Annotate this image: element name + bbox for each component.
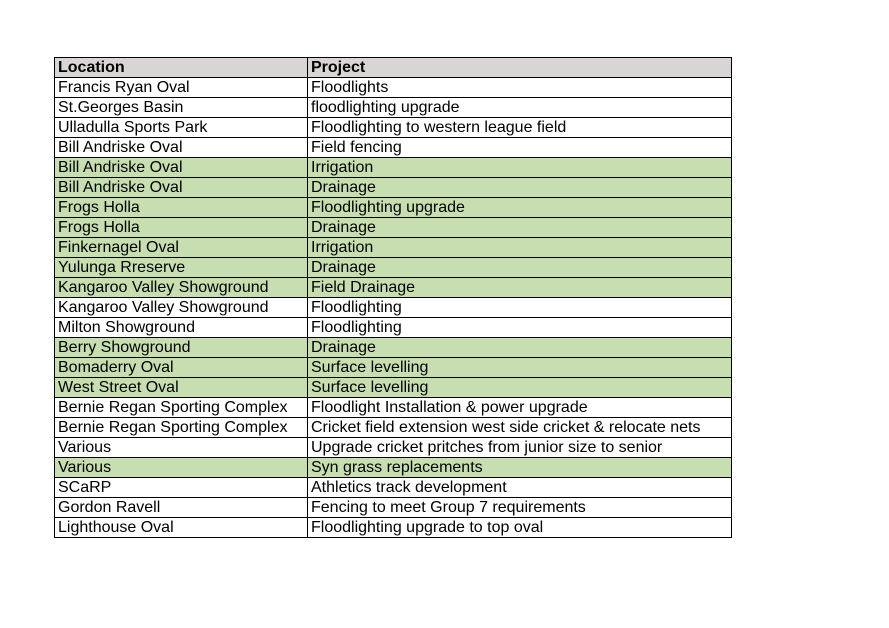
project-cell: Floodlighting (308, 298, 732, 318)
location-cell: Kangaroo Valley Showground (55, 298, 308, 318)
table-row (55, 498, 732, 518)
project-cell: floodlighting upgrade (308, 98, 732, 118)
project-cell: Floodlight Installation & power upgrade (308, 398, 732, 418)
table-row (55, 378, 732, 398)
project-cell: Fencing to meet Group 7 requirements (308, 498, 732, 518)
table-row (55, 198, 732, 218)
table-row (55, 298, 732, 318)
location-cell: Frogs Holla (55, 218, 308, 238)
project-cell: Floodlighting upgrade (308, 198, 732, 218)
column-header-project: Project (308, 58, 732, 78)
location-cell: St.Georges Basin (55, 98, 308, 118)
project-cell: Surface levelling (308, 358, 732, 378)
location-cell: Kangaroo Valley Showground (55, 278, 308, 298)
table-row (55, 318, 732, 338)
table-row (55, 458, 732, 478)
project-cell: Drainage (308, 258, 732, 278)
table-header-row (55, 58, 732, 78)
projects-table (54, 57, 732, 538)
table-row (55, 218, 732, 238)
table-row (55, 398, 732, 418)
table-row (55, 158, 732, 178)
location-cell: Finkernagel Oval (55, 238, 308, 258)
location-cell: Berry Showground (55, 338, 308, 358)
project-cell: Athletics track development (308, 478, 732, 498)
location-cell: Frogs Holla (55, 198, 308, 218)
project-cell: Drainage (308, 178, 732, 198)
location-cell: Milton Showground (55, 318, 308, 338)
project-cell: Field Drainage (308, 278, 732, 298)
location-cell: Various (55, 438, 308, 458)
project-cell: Upgrade cricket pritches from junior size to senior (308, 438, 732, 458)
location-cell: Various (55, 458, 308, 478)
project-cell: Drainage (308, 338, 732, 358)
location-cell: Bill Andriske Oval (55, 178, 308, 198)
project-cell: Floodlights (308, 78, 732, 98)
location-cell: Bill Andriske Oval (55, 158, 308, 178)
table-row (55, 78, 732, 98)
location-cell: West Street Oval (55, 378, 308, 398)
project-cell: Field fencing (308, 138, 732, 158)
table-row (55, 118, 732, 138)
project-cell: Cricket field extension west side cricket & relocate nets (308, 418, 732, 438)
table-row (55, 418, 732, 438)
location-cell: Yulunga Rreserve (55, 258, 308, 278)
project-cell: Floodlighting to western league field (308, 118, 732, 138)
project-cell: Syn grass replacements (308, 458, 732, 478)
project-cell: Irrigation (308, 238, 732, 258)
table-row (55, 278, 732, 298)
location-cell: Gordon Ravell (55, 498, 308, 518)
table-body (55, 78, 732, 538)
table-row (55, 98, 732, 118)
table-row (55, 258, 732, 278)
location-cell: Ulladulla Sports Park (55, 118, 308, 138)
location-cell: Francis Ryan Oval (55, 78, 308, 98)
table-row (55, 518, 732, 538)
location-cell: SCaRP (55, 478, 308, 498)
project-cell: Floodlighting (308, 318, 732, 338)
location-cell: Bernie Regan Sporting Complex (55, 418, 308, 438)
table-row (55, 138, 732, 158)
table-row (55, 338, 732, 358)
project-cell: Drainage (308, 218, 732, 238)
table-row (55, 438, 732, 458)
location-cell: Bernie Regan Sporting Complex (55, 398, 308, 418)
table-row (55, 238, 732, 258)
project-cell: Floodlighting upgrade to top oval (308, 518, 732, 538)
table-row (55, 178, 732, 198)
location-cell: Bomaderry Oval (55, 358, 308, 378)
project-cell: Irrigation (308, 158, 732, 178)
table-row (55, 478, 732, 498)
location-cell: Bill Andriske Oval (55, 138, 308, 158)
location-cell: Lighthouse Oval (55, 518, 308, 538)
column-header-location: Location (55, 58, 308, 78)
table-row (55, 358, 732, 378)
project-cell: Surface levelling (308, 378, 732, 398)
